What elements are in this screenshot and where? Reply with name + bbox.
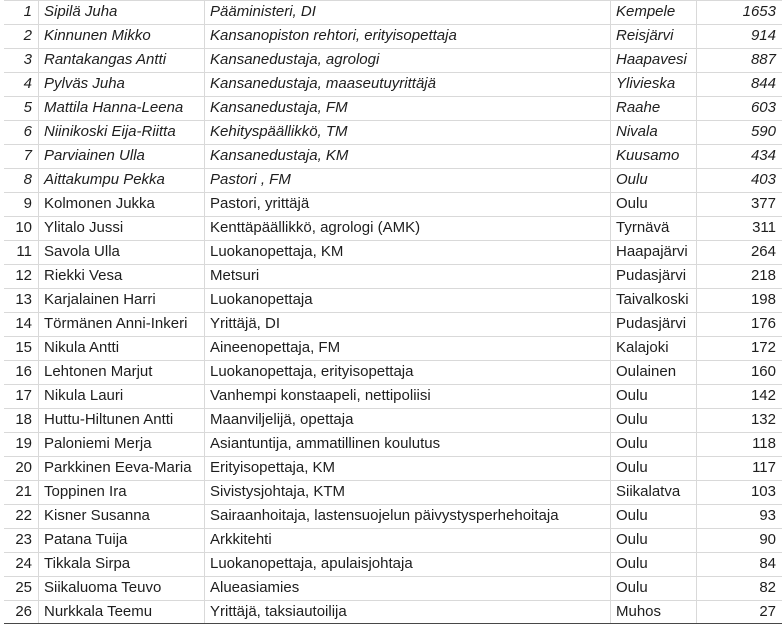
table-row: [4, 385, 782, 409]
cell-votes[interactable]: 311: [752, 219, 776, 236]
cell-hometown[interactable]: Pudasjärvi: [611, 313, 697, 336]
cell-number[interactable]: 17: [4, 385, 39, 408]
cell-hometown[interactable]: Raahe: [611, 97, 697, 120]
table-row: [4, 169, 782, 193]
table-row: [4, 529, 782, 553]
cell-occupation[interactable]: Kenttäpäällikkö, agrologi (AMK): [205, 217, 611, 240]
table-row: [4, 1, 782, 25]
cell-hometown[interactable]: Siikalatva: [611, 481, 697, 504]
cell-votes[interactable]: 82: [759, 579, 776, 596]
cell-occupation[interactable]: Asiantuntija, ammatillinen koulutus: [205, 433, 611, 456]
cell-number[interactable]: 16: [4, 361, 39, 384]
cell-occupation[interactable]: Pastori , FM: [205, 169, 611, 192]
cell-votes[interactable]: 844: [750, 75, 776, 92]
cell-votes[interactable]: 264: [750, 243, 776, 260]
cell-hometown[interactable]: Kempele: [611, 1, 697, 24]
cell-hometown[interactable]: Ylivieska: [611, 73, 697, 96]
cell-name[interactable]: Siikaluoma Teuvo: [39, 577, 205, 600]
cell-occupation[interactable]: Yrittäjä, taksiautoilija: [205, 601, 611, 623]
table-row: [4, 361, 782, 385]
cell-hometown[interactable]: Taivalkoski: [611, 289, 697, 312]
table-row: [4, 505, 782, 529]
table-row: [4, 313, 782, 337]
cell-name[interactable]: Mattila Hanna-Leena: [39, 97, 205, 120]
table-row: [4, 217, 782, 241]
cell-name[interactable]: Nikula Antti: [39, 337, 205, 360]
cell-hometown[interactable]: Nivala: [611, 121, 697, 144]
cell-occupation[interactable]: Arkkitehti: [205, 529, 611, 552]
cell-occupation[interactable]: Yrittäjä, DI: [205, 313, 611, 336]
table-row: [4, 457, 782, 481]
cell-name[interactable]: Rantakangas Antti: [39, 49, 205, 72]
cell-hometown[interactable]: Kalajoki: [611, 337, 697, 360]
cell-number[interactable]: 14: [4, 313, 39, 336]
cell-number[interactable]: 9: [4, 193, 39, 216]
cell-number[interactable]: 2: [4, 25, 39, 48]
cell-hometown[interactable]: Oulu: [611, 385, 697, 408]
cell-occupation[interactable]: Luokanopettaja, erityisopettaja: [205, 361, 611, 384]
cell-votes[interactable]: 160: [750, 363, 776, 380]
cell-number[interactable]: 5: [4, 97, 39, 120]
cell-name[interactable]: Toppinen Ira: [39, 481, 205, 504]
cell-number[interactable]: 4: [4, 73, 39, 96]
cell-name[interactable]: Riekki Vesa: [39, 265, 205, 288]
cell-votes[interactable]: 377: [750, 195, 776, 212]
cell-number[interactable]: 26: [4, 601, 39, 623]
cell-hometown[interactable]: Oulainen: [611, 361, 697, 384]
cell-votes[interactable]: 887: [750, 51, 776, 68]
cell-number[interactable]: 15: [4, 337, 39, 360]
cell-name[interactable]: Parviainen Ulla: [39, 145, 205, 168]
cell-number[interactable]: 1: [4, 1, 39, 24]
cell-votes[interactable]: 84: [759, 555, 776, 572]
cell-number[interactable]: 21: [4, 481, 39, 504]
cell-name[interactable]: Törmänen Anni-Inkeri: [39, 313, 205, 336]
table-row: [4, 289, 782, 313]
cell-hometown[interactable]: Haapajärvi: [611, 241, 697, 264]
table-row: [4, 241, 782, 265]
cell-occupation[interactable]: Luokanopettaja, KM: [205, 241, 611, 264]
cell-number[interactable]: 23: [4, 529, 39, 552]
cell-name[interactable]: Paloniemi Merja: [39, 433, 205, 456]
cell-hometown[interactable]: Haapavesi: [611, 49, 697, 72]
cell-number[interactable]: 11: [4, 241, 39, 264]
cell-name[interactable]: Niinikoski Eija-Riitta: [39, 121, 205, 144]
cell-name[interactable]: Kinnunen Mikko: [39, 25, 205, 48]
cell-name[interactable]: Karjalainen Harri: [39, 289, 205, 312]
cell-hometown[interactable]: Oulu: [611, 529, 697, 552]
cell-number[interactable]: 22: [4, 505, 39, 528]
cell-occupation[interactable]: Pastori, yrittäjä: [205, 193, 611, 216]
table-row: [4, 145, 782, 169]
table-row: [4, 601, 782, 624]
cell-occupation[interactable]: Metsuri: [205, 265, 611, 288]
cell-votes[interactable]: 914: [750, 27, 776, 44]
cell-name[interactable]: Parkkinen Eeva-Maria: [39, 457, 205, 480]
cell-name[interactable]: Huttu-Hiltunen Antti: [39, 409, 205, 432]
cell-votes[interactable]: 103: [750, 483, 776, 500]
cell-occupation[interactable]: Kansanedustaja, FM: [205, 97, 611, 120]
cell-name[interactable]: Sipilä Juha: [39, 1, 205, 24]
cell-occupation[interactable]: Kansanedustaja, agrologi: [205, 49, 611, 72]
cell-occupation[interactable]: Sairaanhoitaja, lastensuojelun päivystysperhehoitaja: [205, 505, 611, 528]
table-row: [4, 49, 782, 73]
cell-hometown[interactable]: Oulu: [611, 169, 697, 192]
cell-occupation[interactable]: Erityisopettaja, KM: [205, 457, 611, 480]
cell-votes[interactable]: 142: [750, 387, 776, 404]
cell-number[interactable]: 7: [4, 145, 39, 168]
cell-number[interactable]: 19: [4, 433, 39, 456]
cell-hometown[interactable]: Oulu: [611, 193, 697, 216]
cell-number[interactable]: 10: [4, 217, 39, 240]
table-row: [4, 121, 782, 145]
cell-number[interactable]: 18: [4, 409, 39, 432]
cell-hometown[interactable]: Pudasjärvi: [611, 265, 697, 288]
cell-number[interactable]: 24: [4, 553, 39, 576]
table-row: [4, 481, 782, 505]
cell-occupation[interactable]: Maanviljelijä, opettaja: [205, 409, 611, 432]
cell-name[interactable]: Savola Ulla: [39, 241, 205, 264]
cell-votes[interactable]: 117: [752, 459, 776, 476]
cell-votes[interactable]: 403: [750, 171, 776, 188]
cell-hometown[interactable]: Oulu: [611, 457, 697, 480]
table-row: [4, 433, 782, 457]
cell-number[interactable]: 6: [4, 121, 39, 144]
cell-number[interactable]: 25: [4, 577, 39, 600]
table-row: [4, 265, 782, 289]
cell-occupation[interactable]: Aineenopettaja, FM: [205, 337, 611, 360]
cell-name[interactable]: Pylväs Juha: [39, 73, 205, 96]
cell-number[interactable]: 3: [4, 49, 39, 72]
cell-votes[interactable]: 590: [750, 123, 776, 140]
table-row: [4, 337, 782, 361]
cell-hometown[interactable]: Oulu: [611, 433, 697, 456]
cell-occupation[interactable]: Kansanedustaja, maaseutuyrittäjä: [205, 73, 611, 96]
cell-votes[interactable]: 1653: [742, 3, 776, 20]
cell-name[interactable]: Tikkala Sirpa: [39, 553, 205, 576]
cell-hometown[interactable]: Kuusamo: [611, 145, 697, 168]
cell-votes[interactable]: 118: [752, 435, 776, 452]
cell-number[interactable]: 8: [4, 169, 39, 192]
table-row: [4, 577, 782, 601]
cell-number[interactable]: 13: [4, 289, 39, 312]
cell-votes[interactable]: 434: [750, 147, 776, 164]
cell-hometown[interactable]: Oulu: [611, 577, 697, 600]
cell-occupation[interactable]: Kansanedustaja, KM: [205, 145, 611, 168]
cell-name[interactable]: Lehtonen Marjut: [39, 361, 205, 384]
cell-votes[interactable]: 27: [759, 602, 776, 620]
cell-number[interactable]: 12: [4, 265, 39, 288]
cell-hometown[interactable]: Oulu: [611, 553, 697, 576]
cell-name[interactable]: Aittakumpu Pekka: [39, 169, 205, 192]
cell-votes[interactable]: 93: [759, 507, 776, 524]
table-row: [4, 193, 782, 217]
cell-votes[interactable]: 90: [759, 531, 776, 548]
cell-votes[interactable]: 176: [750, 315, 776, 332]
cell-occupation[interactable]: Kehityspäällikkö, TM: [205, 121, 611, 144]
table-row: [4, 25, 782, 49]
cell-hometown[interactable]: Oulu: [611, 505, 697, 528]
cell-occupation[interactable]: Vanhempi konstaapeli, nettipoliisi: [205, 385, 611, 408]
cell-occupation[interactable]: Luokanopettaja: [205, 289, 611, 312]
table-row: [4, 73, 782, 97]
cell-votes[interactable]: 172: [750, 339, 776, 356]
cell-occupation[interactable]: Kansanopiston rehtori, erityisopettaja: [205, 25, 611, 48]
cell-hometown[interactable]: Tyrnävä: [611, 217, 697, 240]
table-row: [4, 97, 782, 121]
table-row: [4, 553, 782, 577]
cell-name[interactable]: Ylitalo Jussi: [39, 217, 205, 240]
cell-occupation[interactable]: Alueasiamies: [205, 577, 611, 600]
cell-name[interactable]: Patana Tuija: [39, 529, 205, 552]
cell-occupation[interactable]: Pääministeri, DI: [205, 1, 611, 24]
cell-number[interactable]: 20: [4, 457, 39, 480]
cell-votes[interactable]: 132: [750, 411, 776, 428]
cell-hometown[interactable]: Reisjärvi: [611, 25, 697, 48]
cell-hometown[interactable]: Oulu: [611, 409, 697, 432]
cell-votes[interactable]: 198: [750, 291, 776, 308]
candidates-table: [4, 0, 782, 624]
cell-hometown[interactable]: Muhos: [611, 601, 697, 623]
cell-name[interactable]: Nurkkala Teemu: [39, 601, 205, 623]
cell-votes[interactable]: 218: [750, 267, 776, 284]
cell-name[interactable]: Kisner Susanna: [39, 505, 205, 528]
cell-occupation[interactable]: Sivistysjohtaja, KTM: [205, 481, 611, 504]
cell-occupation[interactable]: Luokanopettaja, apulaisjohtaja: [205, 553, 611, 576]
cell-name[interactable]: Kolmonen Jukka: [39, 193, 205, 216]
cell-votes[interactable]: 603: [750, 99, 776, 116]
cell-name[interactable]: Nikula Lauri: [39, 385, 205, 408]
table-row: [4, 409, 782, 433]
